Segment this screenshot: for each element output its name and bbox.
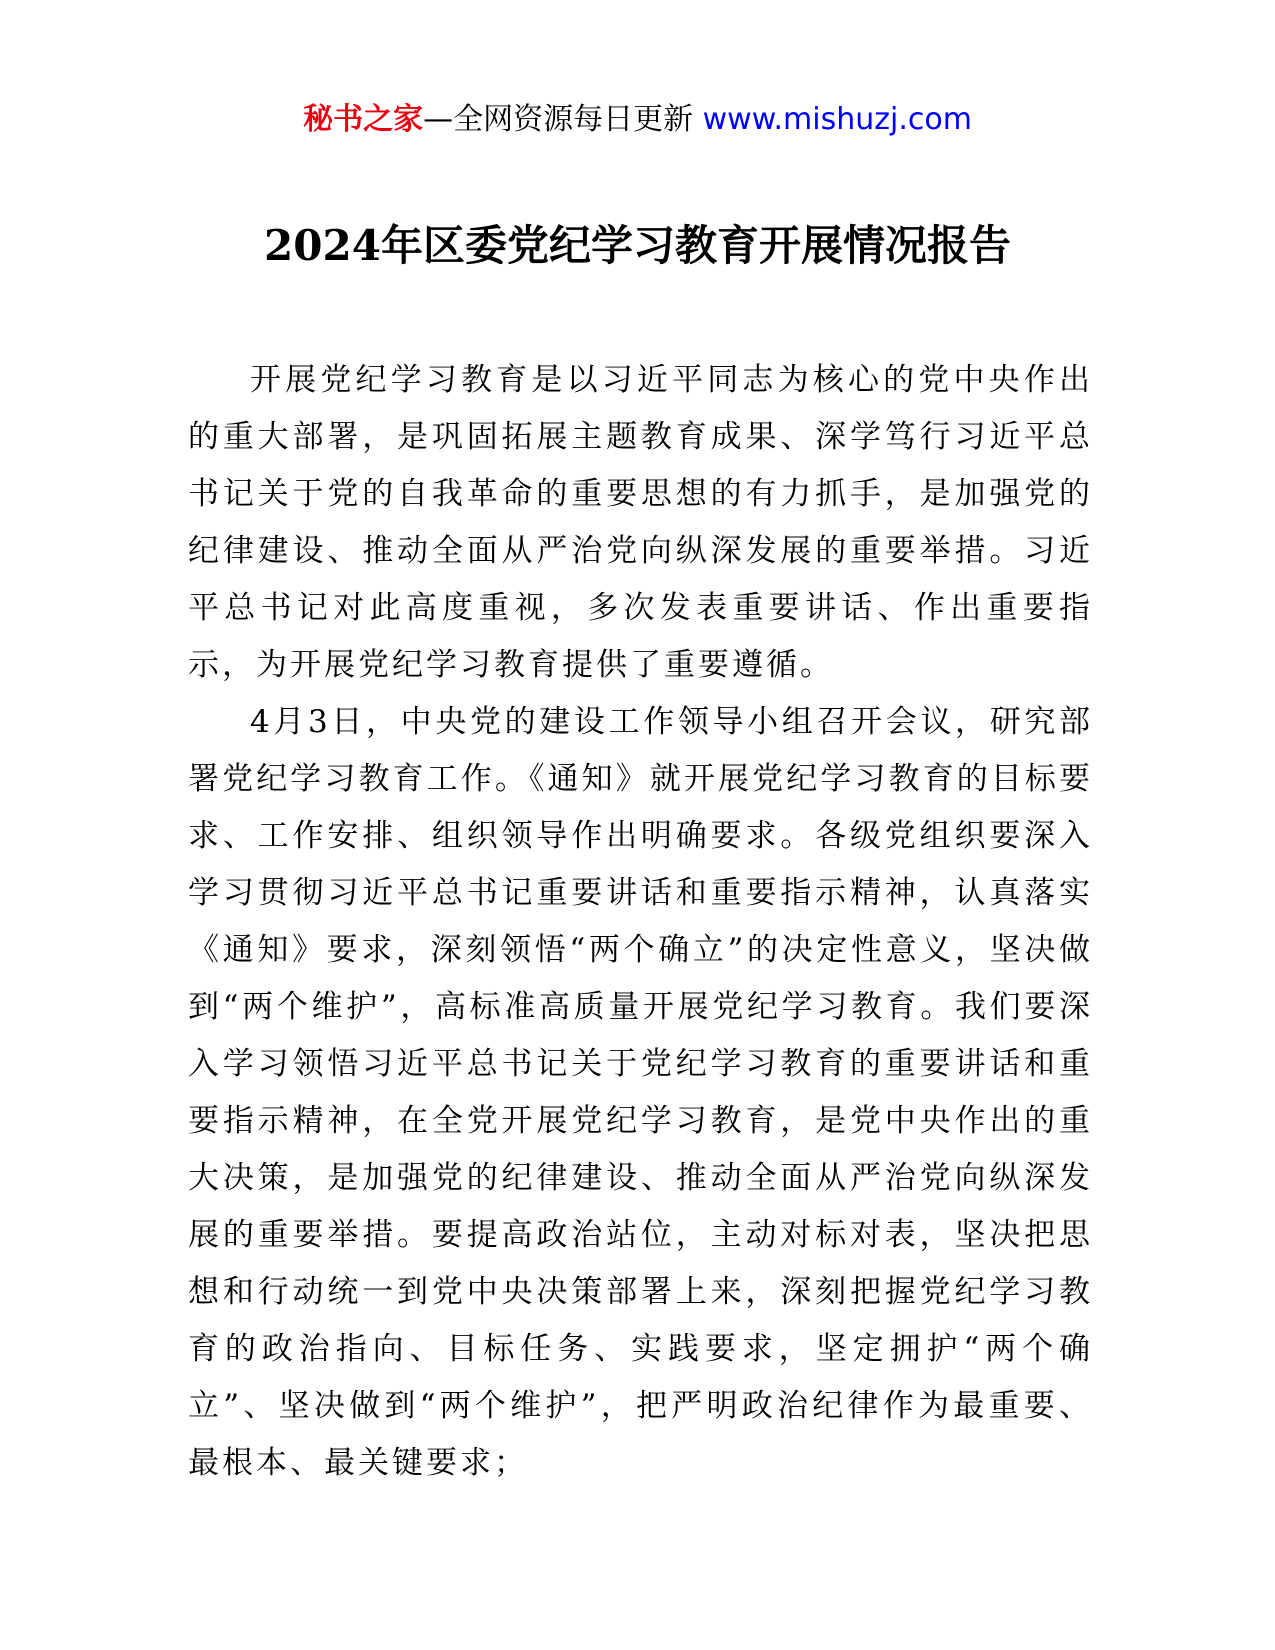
site-url-link[interactable]: www.mishuzj.com (702, 102, 972, 137)
site-brand: 秘书之家 (303, 102, 424, 137)
paragraph-intro: 开展党纪学习教育是以习近平同志为核心的党中央作出的重大部署，是巩固拓展主题教育成果、深学笃行习近平总书记关于党的自我革命的重要思想的有力抓手，是加强党的纪律建设、推动全面从严治党向纵深发展的重要举措。习近平总书记对此高度重视，多次发表重要讲话、作出重要指示，为开展党纪学习教育提供了重要遵循。 (188, 362, 1093, 683)
document-body (188, 352, 1093, 1492)
document-title: 2024年区委党纪学习教育开展情况报告 (264, 221, 1011, 270)
site-header (0, 100, 1275, 140)
site-tagline: —全网资源每日更新 (423, 102, 694, 137)
paragraph-meeting: 4月3日，中央党的建设工作领导小组召开会议，研究部署党纪学习教育工作。《通知》就开展党纪学习教育的目标要求、工作安排、组织领导作出明确要求。各级党组织要深入学习贯彻习近平总书记重要讲话和重要指示精神，认真落实《通知》要求，深刻领悟“两个确立”的决定性意义，坚决做到“两个维护”，高标准高质量开展党纪学习教育。我们要深入学习领悟习近平总书记关于党纪学习教育的重要讲话和重要指示精神，在全党开展党纪学习教育，是党中央作出的重大决策，是加强党的纪律建设、推动全面从严治党向纵深发展的重要举措。要提高政治站位，主动对标对表，坚决把思想和行动统一到党中央决策部署上来，深刻把握党纪学习教育的政治指向、目标任务、实践要求，坚定拥护“两个确立”、坚决做到“两个维护”，把严明政治纪律作为最重要、最根本、最关键要求； (188, 704, 1093, 1481)
